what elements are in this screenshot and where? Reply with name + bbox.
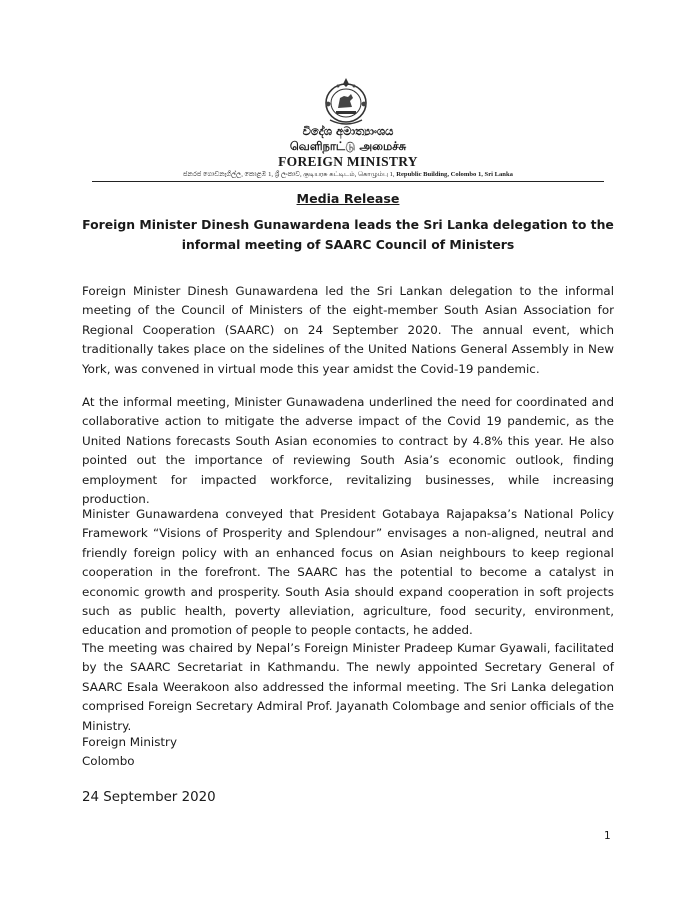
page-number: 1: [604, 830, 611, 842]
letterhead-address: [110, 170, 586, 179]
letterhead-divider: [92, 181, 604, 182]
signature-line-org: Foreign Ministry: [82, 735, 177, 749]
ministry-name-english: FOREIGN MINISTRY: [278, 154, 418, 169]
address-local: ජනරජ ගොඩනැගිල්ල, කොළඹ 1, ශ්‍රී ලංකාව, குடியரசு கட்டிடம், கொழும்பு 1,: [183, 171, 397, 178]
ministry-name-sinhala: විදේශ අමාත්‍යාංශය: [302, 124, 394, 138]
address-english: Republic Building, Colombo 1, Sri Lanka: [396, 171, 513, 178]
signature-line-city: Colombo: [82, 754, 135, 768]
body-paragraph: Minister Gunawardena conveyed that President Gotabaya Rajapaksa’s National Policy Framework “Visions of Prosperity and Splendour” envisages a non-aligned, neutral and friendly foreign policy with an enhanced focus on Asian neighbours to keep regional cooperation in the forefront. The SAARC has the potential to become a catalyst in economic growth and prosperity. South Asia should expand cooperation in soft projects such as public health, poverty alleviation, agriculture, food security, environment, education and promotion of people to people contacts, he added.: [82, 507, 614, 638]
release-headline: Foreign Minister Dinesh Gunawardena leads the Sri Lanka delegation to the informal meeting of SAARC Council of Ministers: [82, 217, 614, 252]
body-paragraph: At the informal meeting, Minister Gunawadena underlined the need for coordinated and collaborative action to mitigate the adverse impact of the Covid 19 pandemic, as the United Nations forecasts South Asian economies to contract by 4.8% this year. He also pointed out the importance of reviewing South Asia’s economic outlook, finding employment for impacted workforce, revitalizing businesses, while increasing production.: [82, 395, 614, 507]
state-emblem-icon: [318, 76, 374, 126]
body-paragraph: Foreign Minister Dinesh Gunawardena led the Sri Lankan delegation to the informal meeting of the Council of Ministers of the eight-member South Asian Association for Regional Cooperation (SAARC) on 24 September 2020. The annual event, which traditionally takes place on the sidelines of the United Nations General Assembly in New York, was convened in virtual mode this year amidst the Covid-19 pandemic.: [82, 284, 614, 376]
media-release-label: Media Release: [296, 191, 400, 206]
release-date: 24 September 2020: [82, 790, 216, 805]
body-paragraph: The meeting was chaired by Nepal’s Foreign Minister Pradeep Kumar Gyawali, facilitated by the SAARC Secretariat in Kathmandu. The newly appointed Secretary General of SAARC Esala Weerakoon also addressed the informal meeting. The Sri Lanka delegation comprised Foreign Secretary Admiral Prof. Jayanath Colombage and senior officials of the Ministry.: [82, 641, 614, 733]
ministry-name-tamil: வெளிநாட்டு அமைச்சு: [289, 139, 407, 153]
